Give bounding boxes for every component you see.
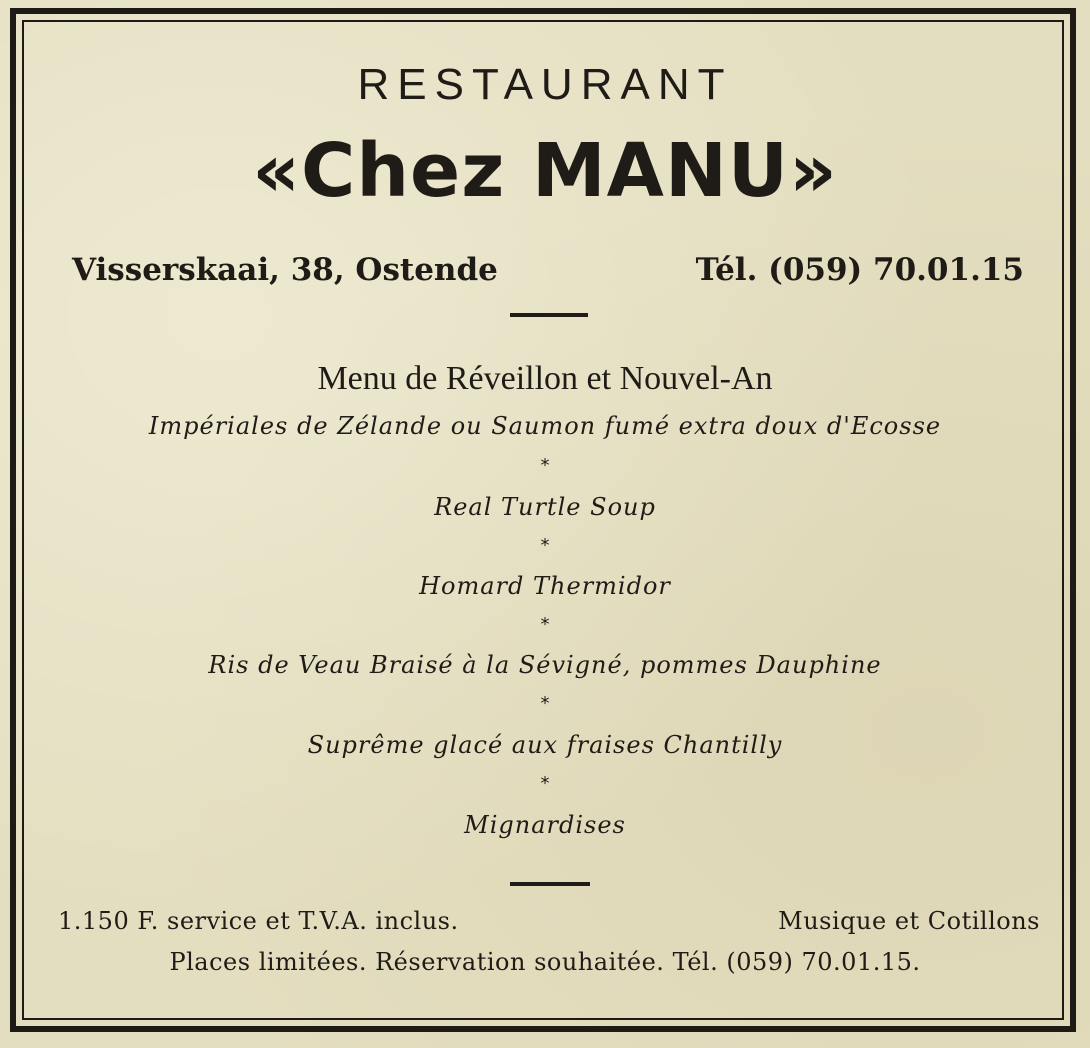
menu-course: Homard Thermidor	[419, 572, 671, 600]
course-separator: *	[540, 535, 550, 556]
menu-course: Suprême glacé aux fraises Chantilly	[307, 731, 783, 759]
menu-course: Real Turtle Soup	[434, 493, 656, 521]
course-separator: *	[540, 614, 550, 635]
course-separator: *	[540, 455, 550, 476]
course-separator: *	[540, 693, 550, 714]
divider-top	[510, 313, 588, 317]
restaurant-address: Visserskaai, 38, Ostende	[72, 252, 498, 288]
menu-course: Ris de Veau Braisé à la Sévigné, pommes Dauphine	[208, 651, 882, 679]
menu-title: Menu de Réveillon et Nouvel-An	[317, 360, 773, 397]
course-separator: *	[540, 773, 550, 794]
divider-bottom	[510, 882, 590, 886]
menu-course: Impériales de Zélande ou Saumon fumé extra doux d'Ecosse	[148, 412, 942, 440]
restaurant-telephone: Tél. (059) 70.01.15	[695, 252, 1024, 288]
price-note: 1.150 F. service et T.V.A. inclus.	[58, 907, 459, 935]
restaurant-name: «Chez MANU»	[252, 128, 838, 214]
restaurant-label: RESTAURANT	[357, 60, 733, 109]
reservation-note: Places limitées. Réservation souhaitée. Tél. (059) 70.01.15.	[169, 948, 921, 976]
extras-note: Musique et Cotillons	[778, 907, 1040, 935]
menu-course: Mignardises	[464, 811, 626, 839]
